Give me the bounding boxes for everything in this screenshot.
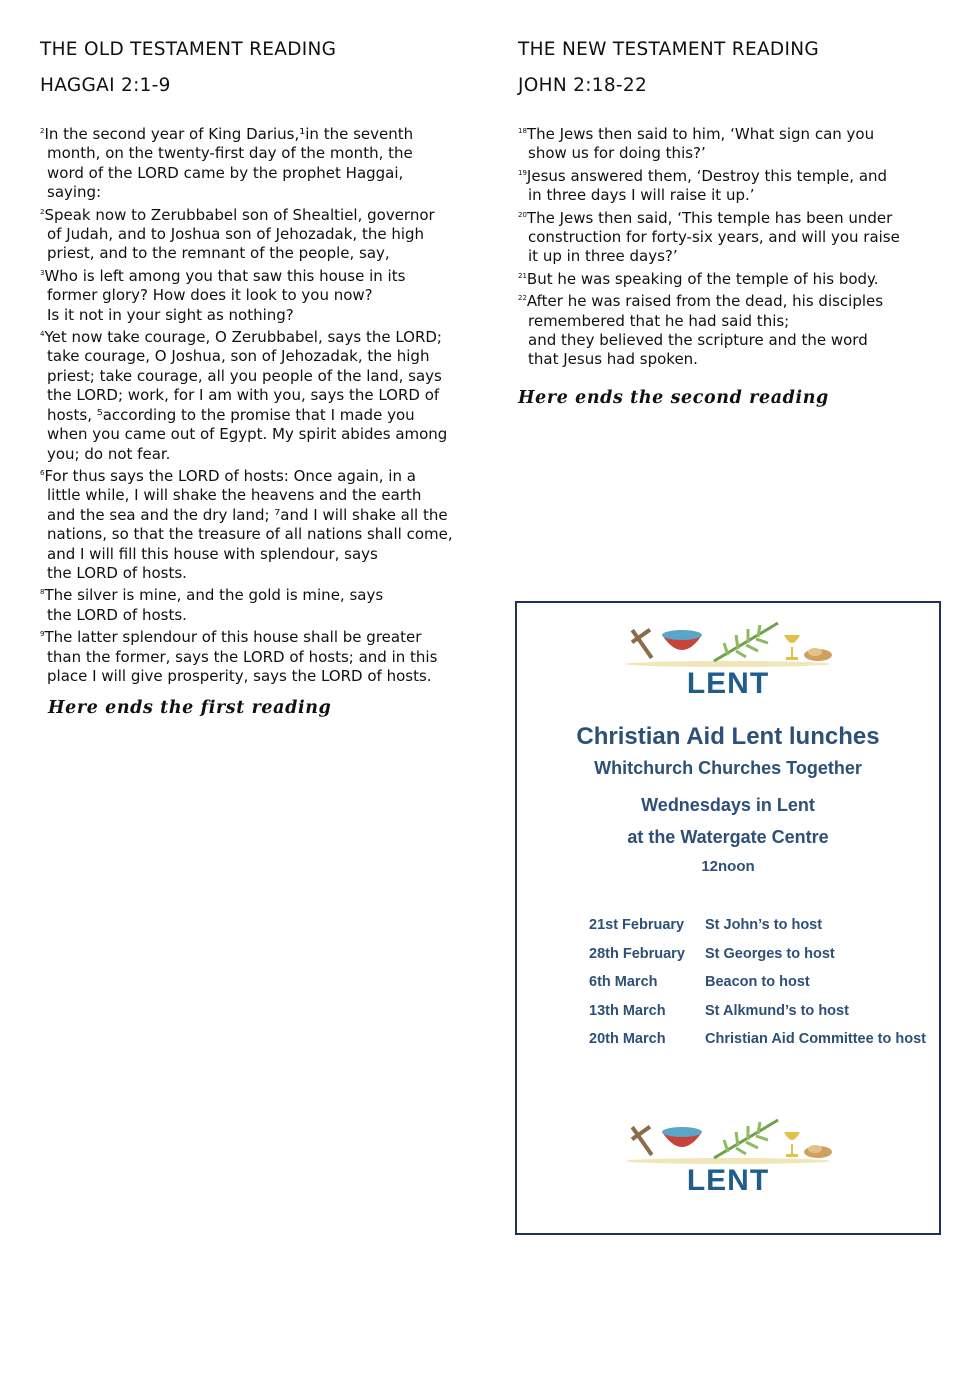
- old-testament-column: [40, 38, 485, 718]
- verse: $^2$Speak now to Zerubbabel son of Shealtiel, governor of Judah, and to Joshua son of Jehozadak, the high priest, and to the remnant of the people, say,: [40, 205, 435, 263]
- first-reading-end: Here ends the first reading: [48, 698, 332, 719]
- new-testament-reference: JOHN 2:18-22: [518, 75, 648, 96]
- schedule-host: Christian Aid Committee to host: [705, 1031, 926, 1048]
- chalice-icon: [784, 1132, 800, 1157]
- verse: $^6$For thus says the LORD of hosts: Once again, in a little while, I will shake the heavens and the earth and the sea and the dry land; ⁷and I will shake all the nations, so that the treasure of all nations shall come, and I will fill this house with splendour, says the LORD of hosts.: [40, 466, 453, 582]
- lent-logo-top: [517, 621, 939, 699]
- verse: $^{22}$After he was raised from the dead, his disciples remembered that he had said this; and they believed the scripture and the word that Jesus had spoken.: [518, 292, 884, 369]
- lent-logo-text: LENT: [686, 1164, 770, 1197]
- chalice-icon: [784, 635, 800, 660]
- old-testament-reference: HAGGAI 2:1-9: [40, 75, 171, 96]
- schedule-row: [589, 917, 926, 946]
- schedule-host: Beacon to host: [705, 974, 810, 991]
- verse: $^{21}$But he was speaking of the temple of his body.: [518, 269, 879, 288]
- verse: $^8$The silver is mine, and the gold is mine, says the LORD of hosts.: [40, 586, 384, 624]
- schedule-date: 20th March: [589, 1031, 666, 1048]
- lent-symbols-icon: [618, 621, 838, 669]
- schedule-date: 21st February: [589, 917, 685, 933]
- lent-logo-text: LENT: [686, 667, 770, 700]
- new-testament-column: [518, 38, 938, 408]
- second-reading-end: Here ends the second reading: [518, 387, 829, 408]
- lent-lunches-poster: [515, 601, 941, 1235]
- verse: $^{19}$Jesus answered them, ‘Destroy this temple, and in three days I will raise it up.’: [518, 166, 888, 205]
- poster-subtitle: Whitchurch Churches Together: [594, 758, 862, 778]
- cross-icon: [631, 628, 654, 659]
- new-testament-heading: THE NEW TESTAMENT READING: [518, 39, 819, 60]
- verse: $^2$In the second year of King Darius,¹in the seventh month, on the twenty-first day of the month, the word of the LORD came by the prophet Haggai, saying:: [40, 125, 414, 202]
- schedule-host: St John’s to host: [705, 917, 823, 933]
- palm-leaf-icon: [714, 1120, 778, 1158]
- bowl-icon: [662, 1127, 702, 1147]
- schedule-date: 28th February: [589, 945, 685, 962]
- schedule-date: 6th March: [589, 974, 658, 991]
- verse: $^{20}$The Jews then said, ‘This temple has been under construction for forty-six years, and will you raise it up in three days?’: [518, 208, 900, 266]
- schedule-row: [589, 946, 926, 975]
- verse: $^3$Who is left among you that saw this house in its former glory? How does it look to you now? Is it not in your sight as nothing?: [40, 266, 406, 324]
- schedule-row: [589, 1003, 926, 1032]
- poster-day: Wednesdays in Lent: [641, 795, 815, 815]
- old-testament-text: [40, 122, 485, 686]
- verse: $^{18}$The Jews then said to him, ‘What sign can you show us for doing this?’: [518, 125, 875, 163]
- poster-title: Christian Aid Lent lunches: [576, 723, 880, 750]
- poster-time: 12noon: [701, 858, 755, 875]
- new-testament-text: [518, 122, 938, 370]
- lent-symbols-icon: [618, 1118, 838, 1166]
- palm-leaf-icon: [714, 623, 778, 661]
- old-testament-heading: THE OLD TESTAMENT READING: [40, 39, 337, 60]
- verse: $^9$The latter splendour of this house shall be greater than the former, says the LORD of hosts; and in this place I will give prosperity, says the LORD of hosts.: [40, 628, 438, 685]
- schedule-date: 13th March: [589, 1002, 666, 1019]
- lent-logo-bottom: [517, 1118, 939, 1196]
- bowl-icon: [662, 630, 702, 650]
- schedule-row: [589, 1031, 926, 1060]
- poster-venue: at the Watergate Centre: [627, 827, 829, 847]
- bread-icon: [804, 1145, 832, 1158]
- schedule-table: [589, 917, 926, 1060]
- cross-icon: [631, 1125, 654, 1156]
- verse: $^4$Yet now take courage, O Zerubbabel, says the LORD; take courage, O Joshua, son of Jehozadak, the high priest; take courage, all you people of the land, says the LORD; work, for I am with you, says the LORD of hosts, ⁵according to the promise that I made you when you came out of Egypt. My spirit abides among you; do not fear.: [40, 328, 448, 463]
- schedule-host: St Alkmund’s to host: [705, 1002, 849, 1019]
- schedule-host: St Georges to host: [705, 945, 835, 962]
- bread-icon: [804, 648, 832, 661]
- schedule-row: [589, 974, 926, 1003]
